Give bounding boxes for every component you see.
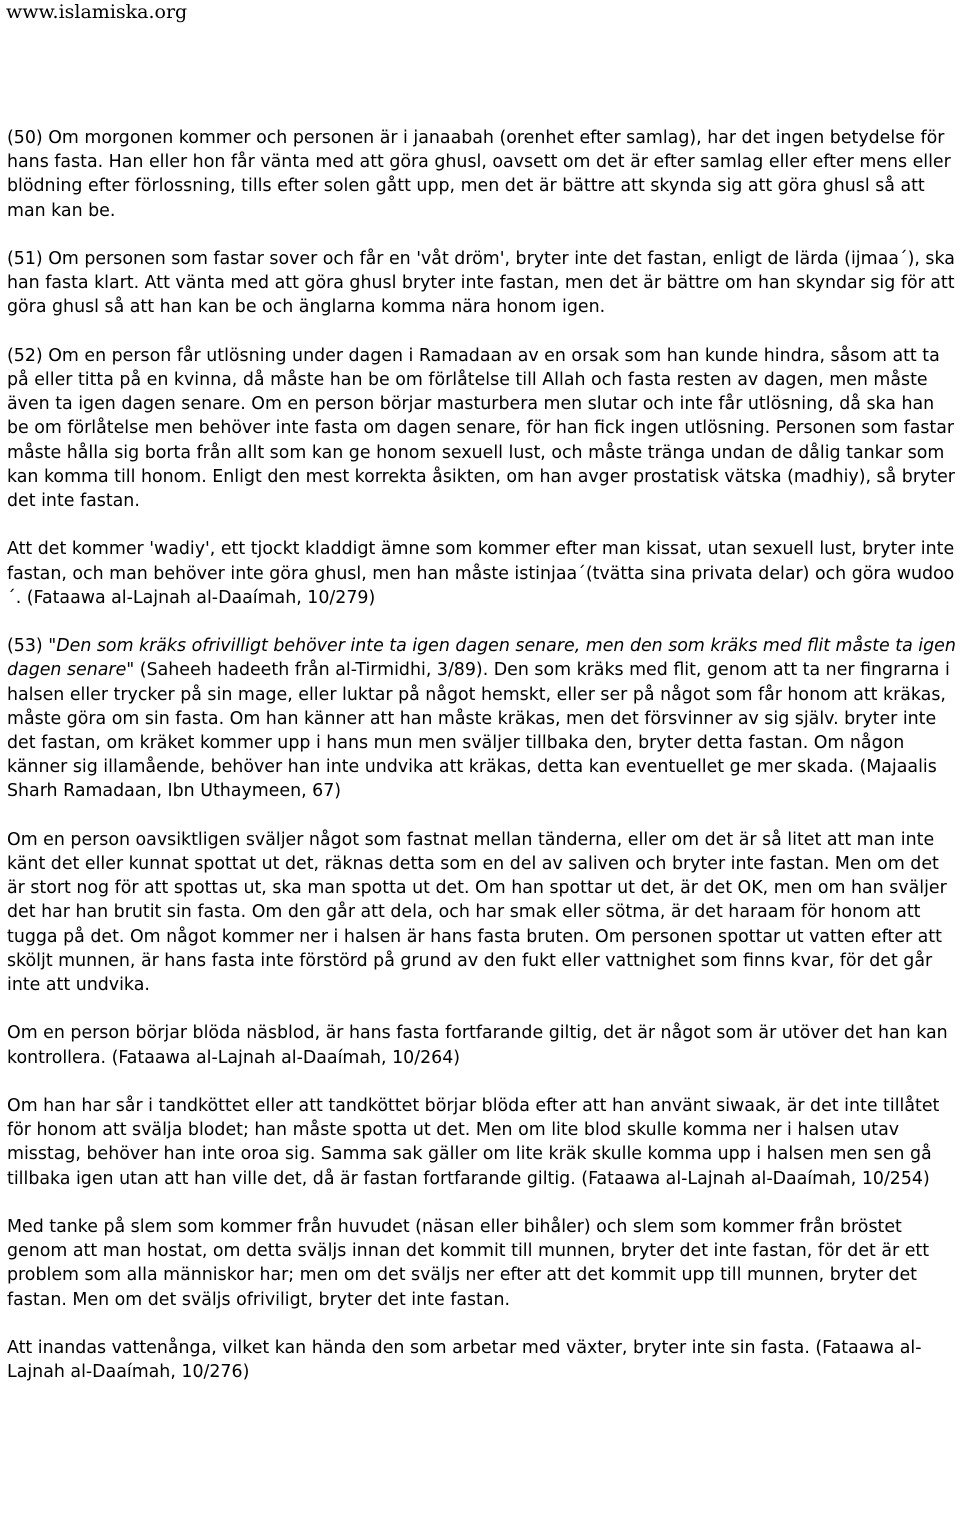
- paragraph-51: (51) Om personen som fastar sover och får en 'våt dröm', bryter inte det fastan, enligt de lärda (ijmaa´), ska han fasta klart. Att vänta med att göra ghusl bryter inte fastan, men det är bättre om han skyndar sig för att göra ghusl så att han kan be och änglarna komma nära honom igen.: [7, 249, 955, 318]
- paragraph-phlegm: Med tanke på slem som kommer från huvudet (näsan eller bihåler) och slem som kommer från bröstet genom att man hostat, om detta sväljs innan det kommit till munnen, bryter det inte fastan, för det är ett problem som alla människor har; men om det sväljs ner efter att det kommit upp till munnen, bryter det fastan. Men om det sväljs ofriviligt, bryter det inte fastan.: [7, 1217, 930, 1310]
- paragraph-nosebleed: Om en person börjar blöda näsblod, är hans fasta fortfarande giltig, det är något som är utöver det han kan kontrollera. (Fataawa al-Lajnah al-Daaímah, 10/264): [7, 1023, 948, 1068]
- paragraph-wadiy: Att det kommer 'wadiy', ett tjockt kladdigt ämne som kommer efter man kissat, utan sexuell lust, bryter inte fastan, och man behöver inte göra ghusl, men han måste istinjaa´(tvätta sina privata delar) och göra wudoo´. (Fataawa al-Lajnah al-Daaímah, 10/279): [7, 539, 955, 608]
- paragraph-53: (53) "Den som kräks ofrivilligt behöver inte ta igen dagen senare, men den som kräks med flit måste ta igen dagen senare" (Saheeh hadeeth från al-Tirmidhi, 3/89). Den som kräks med flit, genom att ta ner fingrarna i halsen eller trycker på sin mage, eller luktar på något hemskt, eller ser på något som får honom att kräkas, måste göra om sin fasta. Om han känner att han måste kräkas, men det försvinner av sig själv. bryter inte det fastan, om kräket kommer upp i hans mun men sväljer tillbaka den, bryter detta fastan. Om någon känner sig illamående, behöver han inte undvika att kräkas, detta kan eventuellet ge mer skada. (Majaalis Sharh Ramadaan, Ibn Uthaymeen, 67): [7, 636, 956, 802]
- paragraph-52: (52) Om en person får utlösning under dagen i Ramadaan av en orsak som han kunde hindra, såsom att ta på eller titta på en kvinna, då måste han be om förlåtelse till Allah och fasta resten av dagen, men måste även ta igen dagen senare. Om en person börjar masturbera men slutar och inte får utlösning, då ska han be om förlåtelse men behöver inte fasta om dagen senare, för han fick ingen utlösning. Personen som fastar måste hålla sig borta från allt som kan ge honom sexuell lust, och måste tränga undan de dålig tankar som kan komma till honom. Enligt den mest korrekta åsikten, om han avger prostatisk vätska (madhiy), så bryter det inte fastan.: [7, 345, 955, 512]
- paragraph-teeth: Om en person oavsiktligen sväljer något som fastnat mellan tänderna, eller om det är så litet att man inte känt det eller kunnat spottat ut det, räknas detta som en del av saliven och bryter inte fastan. Men om det är stort nog för att spottas ut, ska man spotta ut det. Om han spottar ut det, är det OK, men om han sväljer det har han brutit sin fasta. Om den går att dela, och har smak eller sötma, är det haraam för honom att tugga på det. Om något kommer ner i halsen är hans fasta bruten. Om personen spottar ut vatten efter att sköljt munnen, är hans fasta inte förstörd på grund av den fukt eller vattnighet som finns kvar, för det går inte att undvika.: [7, 829, 947, 996]
- paragraph-gums: Om han har sår i tandköttet eller att tandköttet börjar blöda efter att han använt siwaak, är det inte tillåtet för honom att svälja blodet; han måste spotta ut det. Men om lite blod skulle komma ner i halsen utav misstag, behöver han inte oroa sig. Samma sak gäller om lite kräk skulle komma upp i halsen men sen gå tillbaka igen utan att han ville det, då är fastan fortfarande giltig. (Fataawa al-Lajnah al-Daaímah, 10/254): [7, 1096, 940, 1189]
- site-header-url: www.islamiska.org: [6, 1, 188, 23]
- hadith-quote: "Den som kräks ofrivilligt behöver inte ta igen dagen senare, men den som kräks med flit måste ta igen dagen senare": [7, 636, 956, 681]
- paragraph-50: (50) Om morgonen kommer och personen är i janaabah (orenhet efter samlag), har det ingen betydelse för hans fasta. Han eller hon får vänta med att göra ghusl, oavsett om det är efter samlag eller efter mens eller blödning efter förlossning, tills efter solen gått upp, men det är bättre att skynda sig att göra ghusl så att man kan be.: [7, 128, 951, 221]
- paragraph-steam: Att inandas vattenånga, vilket kan hända den som arbetar med växter, bryter inte sin fasta. (Fataawa al-Lajnah al-Daaímah, 10/276): [7, 1338, 922, 1383]
- document-body: [7, 126, 959, 1409]
